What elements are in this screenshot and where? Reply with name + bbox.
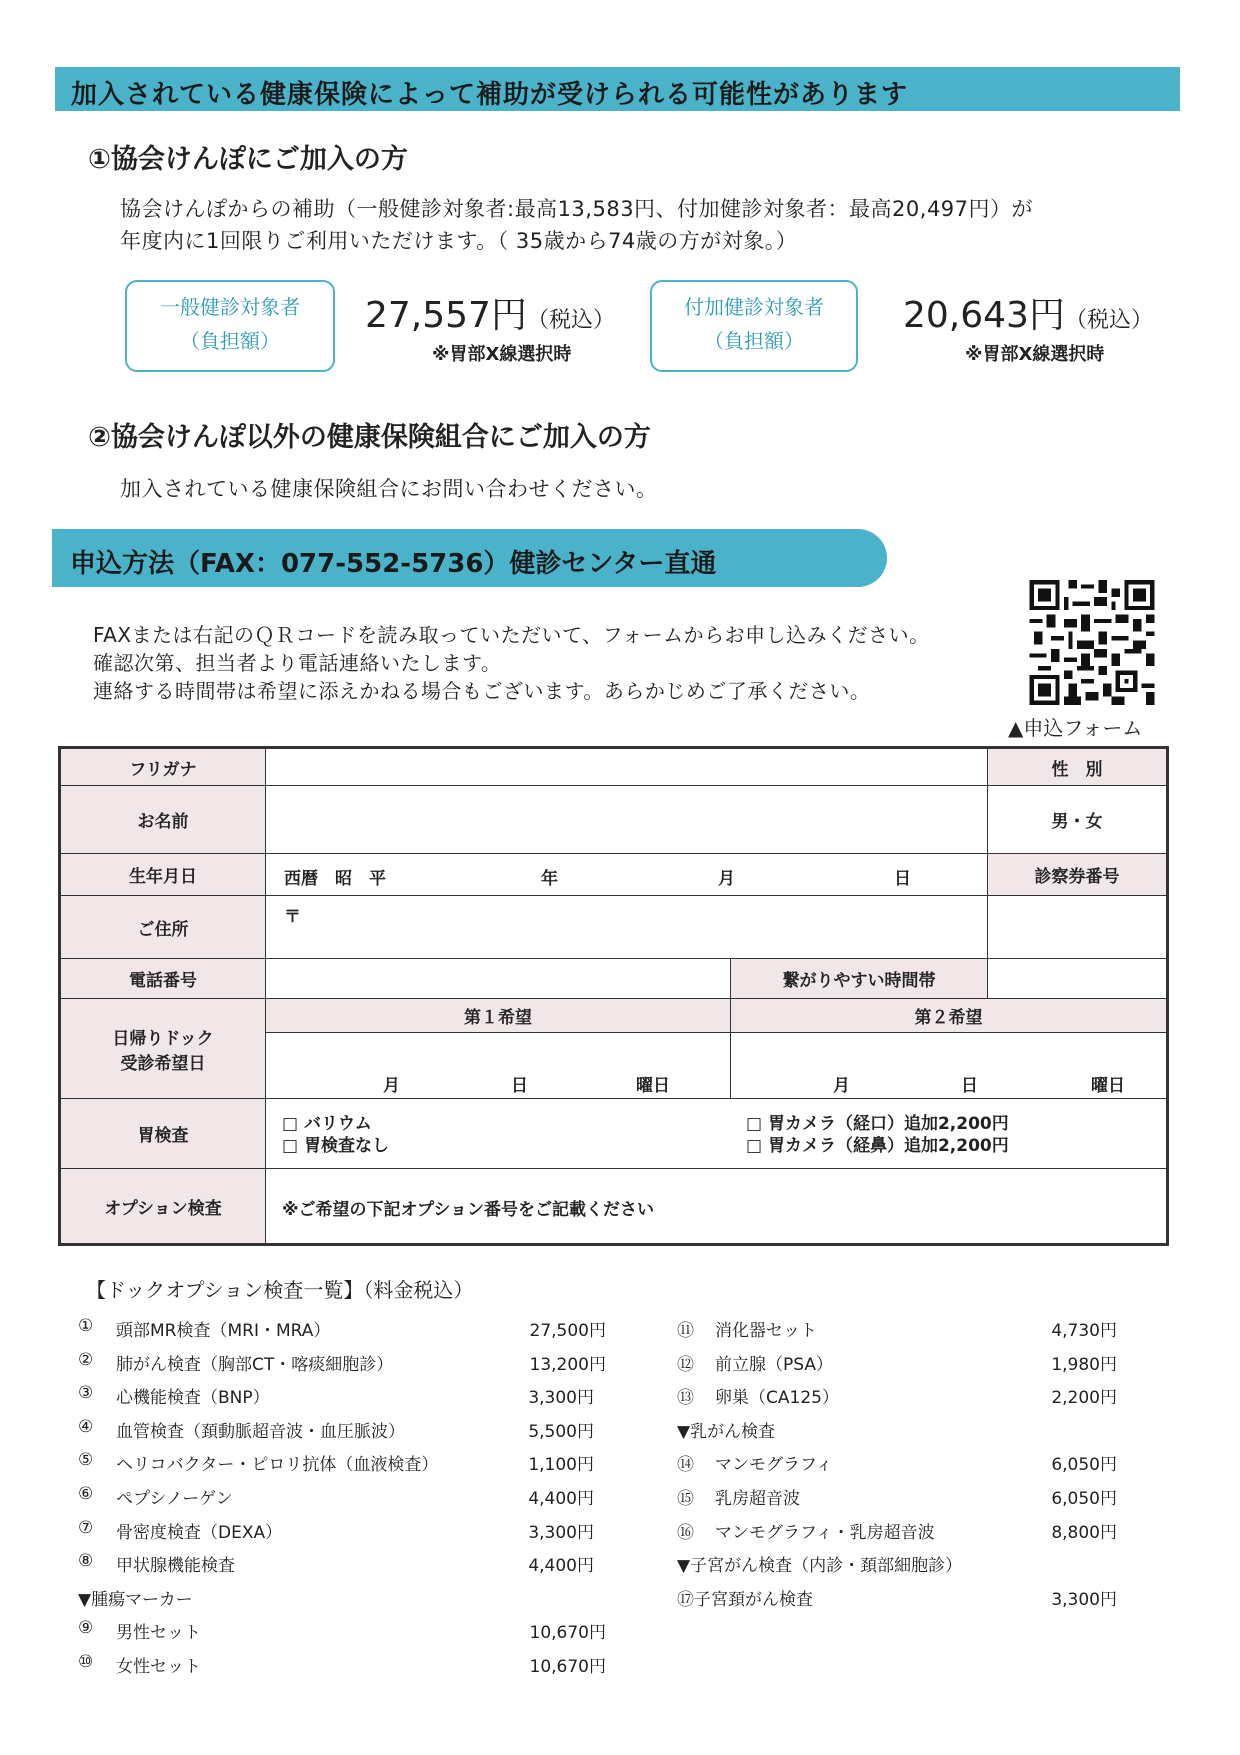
application-text-3: 連絡する時間帯は希望に添えかねる場合もございます。あらかじめご了承ください。 <box>93 679 871 703</box>
option-number: ④ <box>78 1416 94 1437</box>
option-number: ⑮ <box>677 1488 694 1509</box>
birth-month-unit: 月 <box>718 869 735 889</box>
additional-checkup-sublabel: （負担額） <box>704 329 804 353</box>
option-name: 心機能検査（BNP） <box>116 1388 270 1409</box>
option-category <box>677 1551 1127 1585</box>
birth-label: 生年月日 <box>60 853 266 896</box>
gender-value: 男・女 <box>1051 812 1103 832</box>
choice2-label: 第２希望 <box>730 998 1167 1033</box>
option-number: ⑩ <box>78 1651 94 1672</box>
insurance-banner-text: 加入されている健康保険によって補助が受けられる可能性があります <box>71 80 909 110</box>
furigana-label: フリガナ <box>60 748 266 786</box>
choice1-label: 第１希望 <box>265 998 731 1033</box>
options-list-right <box>677 1316 1127 1618</box>
option-name: 甲状腺機能検査 <box>116 1556 235 1577</box>
postal-mark: 〒 <box>284 907 301 927</box>
option-name: 肺がん検査（胸部CT・喀痰細胞診） <box>116 1354 394 1375</box>
qr-code-icon[interactable] <box>1027 580 1157 705</box>
stomach-exam-label: 胃検査 <box>60 1098 266 1169</box>
option-name: 前立腺（PSA） <box>715 1354 833 1375</box>
birth-input[interactable] <box>265 853 988 896</box>
options-list-left <box>78 1316 618 1686</box>
option-price: 1,100円 <box>528 1455 594 1476</box>
option-price: 4,400円 <box>528 1556 594 1577</box>
application-banner-text: 申込方法（FAX：077-552-5736）健診センター直通 <box>70 549 717 579</box>
no-stomach-exam-checkbox[interactable]: □ 胃検査なし <box>282 1136 389 1156</box>
choice2-weekday: 曜日 <box>1091 1076 1125 1096</box>
kyokai-heading: ①協会けんぽにご加入の方 <box>88 144 408 175</box>
dock-date-label <box>60 998 266 1099</box>
option-number: ⑯ <box>677 1522 694 1543</box>
birth-day-unit: 日 <box>894 869 911 889</box>
name-input[interactable] <box>265 785 988 854</box>
option-name: 血管検査（頚動脈超音波・血圧脈波） <box>116 1421 405 1442</box>
option-item <box>677 1316 1127 1350</box>
option-number: ⑤ <box>78 1450 94 1471</box>
option-category-label: ▼腫瘍マーカー <box>78 1589 193 1610</box>
application-text-1: FAXまたは右記のＱＲコードを読み取っていただいて、フォームからお申し込みください。 <box>93 623 930 647</box>
option-exam-label: オプション検査 <box>60 1168 266 1244</box>
option-number: ⑥ <box>78 1483 94 1504</box>
option-category-label: ▼乳がん検査 <box>677 1421 776 1442</box>
option-number: ① <box>78 1316 94 1336</box>
other-insurance-heading: ②協会けんぽ以外の健康保険組合にご加入の方 <box>88 422 651 453</box>
choice1-day: 日 <box>511 1076 528 1096</box>
general-price-note: ※胃部X線選択時 <box>432 344 572 365</box>
additional-price-value: 20,643円 <box>903 295 1065 336</box>
option-item <box>677 1450 1127 1484</box>
option-price: 13,200円 <box>529 1354 606 1375</box>
option-price: 27,500円 <box>529 1321 606 1341</box>
patient-number-input[interactable] <box>987 895 1167 959</box>
furigana-input[interactable] <box>265 748 988 786</box>
option-item <box>78 1618 618 1652</box>
insurance-banner <box>55 67 1180 111</box>
additional-price-tax: （税込） <box>1064 308 1153 333</box>
option-exam-note: ※ご希望の下記オプション番号をご記載ください <box>282 1200 654 1220</box>
option-name: マンモグラフィ・乳房超音波 <box>715 1522 935 1543</box>
option-item <box>677 1484 1127 1518</box>
option-item <box>78 1551 618 1585</box>
general-price-value: 27,557円 <box>365 295 527 336</box>
option-price: 6,050円 <box>1051 1455 1117 1476</box>
option-item <box>78 1417 618 1451</box>
option-name: 女性セット <box>116 1656 201 1677</box>
option-name: 男性セット <box>116 1623 201 1644</box>
option-item <box>677 1383 1127 1417</box>
gender-select[interactable] <box>987 785 1167 854</box>
option-price: 6,050円 <box>1051 1488 1117 1509</box>
option-category-label: ▼子宮がん検査（内診・頚部細胞診） <box>677 1556 963 1577</box>
option-price: 1,980円 <box>1051 1354 1117 1375</box>
option-item <box>677 1518 1127 1552</box>
option-name: 卵巣（CA125） <box>715 1388 839 1409</box>
application-banner <box>52 529 887 587</box>
birth-year-unit: 年 <box>541 869 558 889</box>
option-price: 5,500円 <box>528 1421 594 1442</box>
option-number: ⑧ <box>78 1551 94 1572</box>
option-number: ② <box>78 1349 94 1370</box>
option-name: 消化器セット <box>715 1321 817 1341</box>
contact-time-input[interactable] <box>987 958 1167 999</box>
option-price: 8,800円 <box>1051 1522 1117 1543</box>
option-name: ヘリコバクター・ピロリ抗体（血液検査） <box>116 1455 439 1476</box>
options-title: 【ドックオプション検査一覧】（料金税込） <box>86 1278 474 1302</box>
option-item <box>677 1585 1127 1619</box>
option-price: 3,300円 <box>528 1522 594 1543</box>
option-price: 3,300円 <box>1051 1589 1117 1610</box>
general-price-tax: （税込） <box>526 308 615 333</box>
nasal-gastroscopy-checkbox[interactable]: □ 胃カメラ（経鼻）追加2,200円 <box>746 1136 1009 1156</box>
option-item <box>78 1450 618 1484</box>
qr-caption: ▲申込フォーム <box>1008 716 1143 740</box>
birth-era: 西暦 昭 平 <box>284 869 386 889</box>
phone-input[interactable] <box>265 958 731 999</box>
address-input[interactable] <box>265 895 988 959</box>
dock-date-label-1: 日帰りドック <box>112 1028 214 1049</box>
dock-date-label-2: 受診希望日 <box>120 1053 206 1074</box>
choice2-month: 月 <box>833 1076 850 1096</box>
choice1-date-input[interactable] <box>265 1032 731 1099</box>
general-checkup-sublabel: （負担額） <box>180 329 280 353</box>
gender-label: 性 別 <box>987 748 1167 786</box>
option-item <box>78 1316 618 1350</box>
option-name: マンモグラフィ <box>715 1455 833 1476</box>
option-name: 骨密度検査（DEXA） <box>116 1522 283 1543</box>
oral-gastroscopy-checkbox[interactable]: □ 胃カメラ（経口）追加2,200円 <box>746 1114 1009 1134</box>
option-item <box>677 1350 1127 1384</box>
choice1-weekday: 曜日 <box>636 1076 670 1096</box>
address-label: ご住所 <box>60 895 266 959</box>
option-item <box>78 1484 618 1518</box>
option-price: 3,300円 <box>528 1388 594 1409</box>
option-category <box>677 1417 1127 1451</box>
patient-number-label: 診察券番号 <box>987 853 1167 896</box>
barium-checkbox[interactable]: □ バリウム <box>282 1114 372 1134</box>
general-checkup-box <box>125 280 335 372</box>
additional-checkup-box <box>650 280 858 372</box>
stomach-exam-options <box>265 1098 1167 1169</box>
general-checkup-label: 一般健診対象者 <box>160 295 300 319</box>
option-item <box>78 1518 618 1552</box>
option-item <box>78 1652 618 1686</box>
choice1-month: 月 <box>383 1076 400 1096</box>
choice2-date-input[interactable] <box>730 1032 1167 1099</box>
option-number: ⑨ <box>78 1618 94 1639</box>
option-item <box>78 1350 618 1384</box>
phone-label: 電話番号 <box>60 958 266 999</box>
option-name: 頭部MR検査（MRI・MRA） <box>116 1321 331 1341</box>
application-text-2: 確認次第、担当者より電話連絡いたします。 <box>93 651 502 675</box>
option-number: ⑬ <box>677 1388 694 1409</box>
application-form <box>58 746 1169 1246</box>
additional-checkup-label: 付加健診対象者 <box>684 295 824 319</box>
option-item <box>78 1383 618 1417</box>
option-name: ペプシノーゲン <box>116 1488 233 1509</box>
option-number: ⑪ <box>677 1321 694 1341</box>
option-price: 10,670円 <box>529 1656 606 1677</box>
option-price: 4,730円 <box>1051 1321 1117 1341</box>
kyokai-text-1: 協会けんぽからの補助（一般健診対象者:最高13,583円、付加健診対象者：最高20,497円）が <box>120 197 1034 221</box>
option-name: 乳房超音波 <box>715 1488 800 1509</box>
contact-time-label: 繋がりやすい時間帯 <box>730 958 988 999</box>
option-price: 10,670円 <box>529 1623 606 1644</box>
choice2-day: 日 <box>961 1076 978 1096</box>
option-exam-input[interactable] <box>265 1168 1167 1244</box>
option-number: ⑭ <box>677 1455 694 1476</box>
option-price: 4,400円 <box>528 1488 594 1509</box>
option-number: ⑫ <box>677 1354 694 1375</box>
kyokai-text-2: 年度内に1回限りご利用いただけます。（ 35歳から74歳の方が対象。） <box>120 229 798 253</box>
additional-price <box>903 287 1153 338</box>
option-number: ③ <box>78 1383 94 1404</box>
option-number: ⑦ <box>78 1517 94 1538</box>
other-insurance-text: 加入されている健康保険組合にお問い合わせください。 <box>120 477 658 501</box>
name-label: お名前 <box>60 785 266 854</box>
option-category <box>78 1585 618 1619</box>
additional-price-note: ※胃部X線選択時 <box>965 344 1105 365</box>
option-price: 2,200円 <box>1051 1388 1117 1409</box>
general-price <box>365 287 615 338</box>
option-name: ⑰子宮頚がん検査 <box>677 1589 813 1610</box>
